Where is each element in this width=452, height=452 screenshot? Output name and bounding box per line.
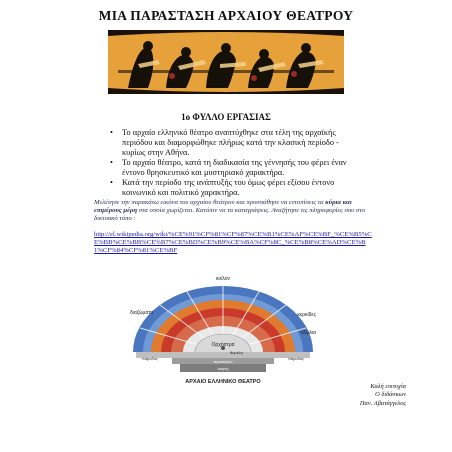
label-skene: σκηνή — [217, 366, 229, 371]
ancient-theatre-diagram — [128, 268, 318, 392]
instructions-text-end: στα οποία χωρίζεται. Κατόπιν να τα καταγράψεις. Αναζήτησε τις πληροφορίες σου στο δικτυακό τόπο : — [94, 207, 365, 223]
diagram-caption: ΑΡΧΑΙΟ ΕΛΛΗΝΙΚΟ ΘΕΑΤΡΟ — [185, 379, 261, 385]
label-kerkides: κερκίδες — [297, 312, 316, 318]
bullet-item: • Το αρχαίο ελληνικό θέατρο αναπτύχθηκε στα τέλη της αρχαϊκής περιόδου και διαμορφώθηκε πλήρως κατά την κλασική περίοδο - κυρίως στην Αθήνα. — [108, 128, 356, 157]
signoff-role: Ο διδάσκων — [375, 391, 406, 399]
bullet-item: • Το αρχαίο θέατρο, κατά τη διαδικασία της γέννησής του φέρει έναν έντονο θρησκευτικό και μυστηριακό χαρακτήρα. — [108, 158, 356, 178]
page-title: ΜΙΑ ΠΑΡΑΣΤΑΣΗ ΑΡΧΑΙΟΥ ΘΕΑΤΡΟΥ — [98, 8, 354, 23]
signoff-block — [326, 383, 406, 408]
label-parodos-left: πάροδος — [142, 356, 158, 361]
intro-bullet-list — [108, 128, 356, 198]
signoff-name: Παν. Αβατάγγελος — [359, 399, 406, 407]
label-thymele: θυμέλη — [230, 350, 243, 355]
wikipedia-link[interactable]: http://el.wikipedia.org/wiki/%CE%91%CF%81%CF%87%CE%B1%CE%AF%CE%BF_%CE%B5%CE%BB%CE%BB%CE%B7%CE%BD%CE%B9%CE%BA%CF%8C_%CE%B8%CE%AD%CE%B1%CF%84%CF%81%CE%BF — [94, 231, 372, 255]
label-proskenio: προσκήνιο — [213, 359, 233, 364]
instructions-text: Μελέτησε την παρακάτω εικόνα του αρχαίου θεάτρου και προσπάθησε να εντοπίσεις τα — [94, 199, 326, 206]
label-edolia: εδώλια — [300, 330, 316, 336]
instructions-emphasis: κύρια και επιμέρους μέρη — [94, 199, 352, 215]
bullet-item: • Κατά την περίοδο της ανάπτυξής του όμως φέρει εξίσου έντονο κοινωνικό και πολιτικό χαρακτήρα. — [108, 178, 356, 198]
vase-painting-image — [108, 30, 344, 94]
label-koilon: κοίλον — [215, 276, 231, 282]
label-parodos-right: πάροδος — [288, 356, 304, 361]
worksheet-heading: 1ο ΦΥΛΛΟ ΕΡΓΑΣΙΑΣ — [181, 112, 271, 122]
label-orchestra: Ορχήστρα — [211, 342, 235, 348]
instructions-paragraph — [94, 199, 369, 224]
label-diazomata: διαζώματα — [130, 310, 154, 316]
signoff-wish: Καλή επιτυχία — [370, 383, 406, 390]
